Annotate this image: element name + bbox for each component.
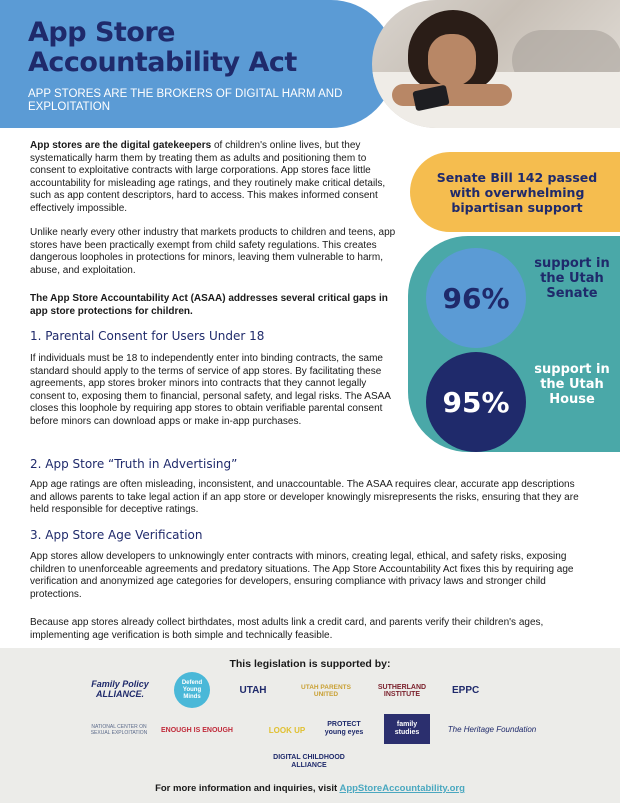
logo-enough-is-enough: ENOUGH IS ENOUGH	[161, 726, 233, 734]
logo-look-up: LOOK UP	[268, 725, 306, 735]
section-1-heading: 1. Parental Consent for Users Under 18	[30, 329, 265, 343]
section-2-body: App age ratings are often misleading, inconsistent, and unaccountable. The ASAA requires clear, accurate app descriptions and allows parents to take legal action if an app store or developer knowingly misrepresents the risks, ensuring that they are held responsible for deceptive ratings.	[30, 479, 579, 516]
section-2-heading: 2. App Store “Truth in Advertising”	[30, 457, 238, 471]
intro-paragraph-2: Unlike nearly every other industry that markets products to children and teens, app stores have been practically exempt from child safety regulations. This creates dangerous loopholes in protections for minors, leaving them vulnerable to harm, abuse, and exploitation.	[30, 227, 396, 276]
page-title: App Store Accountability Act	[28, 17, 297, 78]
logo-digital-childhood-alliance: DIGITAL CHILDHOOD ALLIANCE	[273, 754, 345, 769]
intro-paragraph-1	[30, 140, 402, 216]
intro-lead: App stores are the digital gatekeepers	[30, 140, 212, 151]
house-stat-circle	[426, 352, 526, 452]
contact-link[interactable]: AppStoreAccountability.org	[339, 783, 465, 794]
logo-utah-parents-united: UTAH PARENTS UNITED	[301, 684, 351, 698]
supporters-heading: This legislation is supported by:	[229, 658, 391, 670]
logo-eppc: EPPC	[452, 684, 480, 696]
bill-callout-text: Senate Bill 142 passed with overwhelming bipartisan support	[436, 169, 598, 215]
senate-stat-circle	[426, 248, 526, 348]
logo-defend-young-minds: Defend Young Minds	[174, 672, 210, 708]
logo-sutherland-institute: SUTHERLAND INSTITUTE	[377, 684, 427, 698]
logo-family-studies: family studies	[384, 714, 430, 744]
page-subtitle: APP STORES ARE THE BROKERS OF DIGITAL HARM AND EXPLOITATION	[28, 88, 343, 113]
bill-callout	[410, 152, 620, 232]
senate-stat-value: 96%	[442, 281, 510, 315]
section-3-heading: 3. App Store Age Verification	[30, 528, 203, 542]
intro-rest: of children's online lives, but they systematically harm them by treating them as adults and positioning them to consent to exploitative contracts with large corporations. App stores face little accountability for misleading age ratings, and they routinely make critical details, such as app content descriptors, hard to access. This makes informed consent effectively impossible.	[30, 140, 386, 214]
logo-ncose: NATIONAL CENTER ON SEXUAL EXPLOITATION	[90, 724, 148, 736]
logo-family-policy-alliance: Family Policy ALLIANCE.	[91, 679, 149, 699]
contact-line	[0, 783, 620, 794]
section-3-body: App stores allow developers to unknowingly enter contracts with minors, creating legal, ethical, and safety risks, exposing children to unenforceable agreements and predatory situations. The App Store Accountability Act fixes this by requiring age verification and anonymized age categories for developers, ensuring compliance with privacy laws and stronger child protections.	[30, 551, 574, 600]
logo-protect-young-eyes: PROTECT young eyes	[324, 721, 364, 736]
logo-heritage-foundation: The Heritage Foundation	[447, 724, 537, 734]
support-stats-panel	[408, 236, 620, 452]
house-stat-label: support in the Utah House	[534, 362, 610, 407]
hero-photo	[372, 0, 620, 128]
section-1-body: If individuals must be 18 to independently enter into binding contracts, the same standard should apply to the terms of service of app stores. By facilitating these agreements, app stores broker minors into contracts that they cannot legally consent to, exposing them to financial, personal safety, and legal risks. The ASAA closes this loophole by requiring app stores to obtain verifiable parental consent before minors can download apps or make in-app purchases.	[30, 353, 391, 427]
intro-paragraph-3: The App Store Accountability Act (ASAA) addresses several critical gaps in app store protections for children.	[30, 293, 388, 317]
hero-banner	[0, 0, 620, 135]
contact-text: For more information and inquiries, visit	[155, 783, 340, 794]
supporters-footer	[0, 648, 620, 803]
section-3-body-2: Because app stores already collect birthdates, most adults link a credit card, and parents verify their children's ages, implementing age verification is both simple and technically feasible.	[30, 617, 544, 641]
senate-stat-label: support in the Utah Senate	[534, 256, 610, 301]
house-stat-value: 95%	[442, 385, 510, 419]
logo-utah: UTAH	[239, 684, 267, 696]
